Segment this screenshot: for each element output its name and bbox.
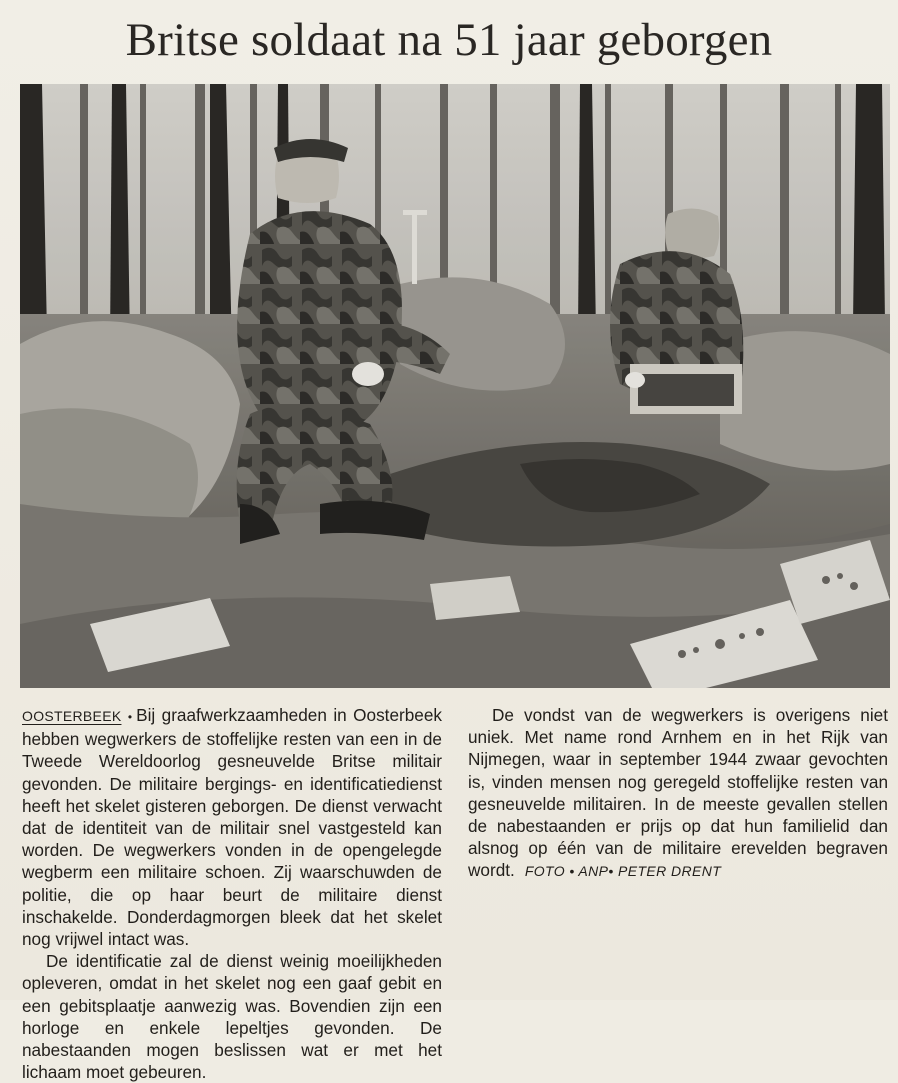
forest-excavation-photo (20, 84, 890, 688)
article-column-1 (22, 704, 442, 1083)
article-body (22, 704, 888, 1083)
article-paragraph (22, 704, 442, 950)
headline: Britse soldaat na 51 jaar geborgen (125, 14, 773, 66)
paragraph-text: De vondst van de wegwerkers is overigens niet uniek. Met name rond Arnhem en in het Rijk van Nijmegen, waar in september 1944 zwaar gevochten is, vinden mensen nog geregeld stoffelijke resten van gesneuvelde militairen. In de meeste gevallen stellen de nabestaanden er prijs op dat hun familielid dan alsnog op één van de militaire erevelden begraven wordt. (468, 705, 888, 881)
dateline-bullet: • (127, 710, 133, 724)
dateline: OOSTERBEEK (22, 708, 122, 724)
news-photo (20, 84, 890, 688)
article-column-2 (468, 704, 888, 994)
photo-credit: FOTO • ANP• PETER DRENT (524, 863, 722, 880)
article-paragraph (468, 704, 888, 883)
article-paragraph: De identificatie zal de dienst weinig moeilijkheden opleveren, omdat in het skelet nog een gaaf gebit en een gebitsplaatje aanwezig was. Bovendien zijn een horloge en enkele lepeltjes gevonden. De nabestaanden mogen beslissen wat er met het lichaam moet gebeuren. (22, 951, 442, 1083)
paragraph-text: Bij graafwerkzaamheden in Oosterbeek hebben wegwerkers de stoffelijke resten van een in de Tweede Wereldoorlog gesneuvelde Britse militair gevonden. De militaire bergings- en identificatiedienst heeft het skelet gisteren geborgen. De dienst verwacht dat de identiteit van de militair snel vastgesteld kan worden. De wegwerkers vonden in de opengelegde wegberm een militaire schoen. Zij waarschuwden de politie, die op haar beurt de militaire dienst inschakelde. Donderdagmorgen bleek dat het skelet nog vrijwel intact was. (22, 705, 442, 950)
